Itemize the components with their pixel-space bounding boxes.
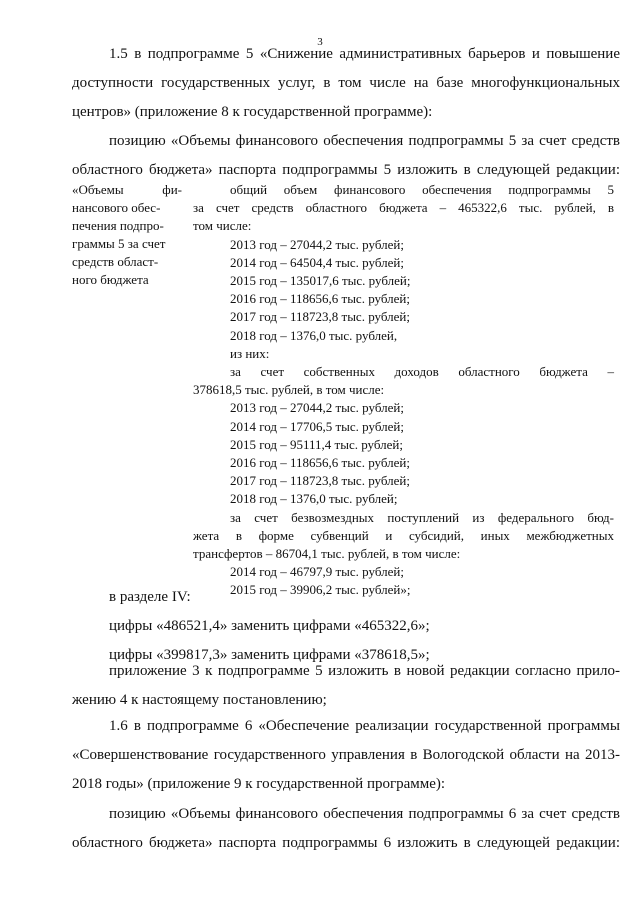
text-line: 378618,5 тыс. рублей, в том числе: <box>193 382 385 398</box>
paragraph-appendix-3 <box>72 657 620 715</box>
text-line: общий объем финансового обеспечения подпрограммы 5 <box>230 182 614 197</box>
text-line: за счет собственных доходов областного бюджета – <box>230 364 614 380</box>
text-line: центров» (приложение 8 к государственной программе): <box>72 104 433 120</box>
passport-table-label <box>72 181 182 289</box>
year-line: 2015 год – 135017,6 тыс. рублей; <box>230 273 411 289</box>
text-line: жению 4 к настоящему постановлению; <box>72 692 327 708</box>
year-line: 2016 год – 118656,6 тыс. рублей; <box>230 455 410 471</box>
year-line: 2015 год – 95111,4 тыс. рублей; <box>230 436 403 452</box>
text-line: «Объемы фи- <box>72 182 182 197</box>
text-line: доступности государственных услуг, в том числе на базе многофункциональных <box>72 75 620 91</box>
text-line: цифры «399817,3» заменить цифрами «378618,5»; <box>109 647 430 663</box>
text-line: нансового обес- <box>72 200 161 215</box>
year-line: 2017 год – 118723,8 тыс. рублей; <box>230 473 410 489</box>
text-line: из них: <box>230 345 270 361</box>
text-line: областного бюджета» паспорта подпрограммы 6 изложить в следующей редакции: <box>72 835 620 851</box>
paragraph-1-6 <box>72 712 620 799</box>
text-line: позицию «Объемы финансового обеспечения подпрограммы 6 за счет средств <box>109 806 620 822</box>
text-line: ного бюджета <box>72 272 149 287</box>
year-line: 2016 год – 118656,6 тыс. рублей; <box>230 291 410 307</box>
year-line: 2018 год – 1376,0 тыс. рублей; <box>230 491 398 507</box>
year-line: 2013 год – 27044,2 тыс. рублей; <box>230 236 404 252</box>
text-line: средств област- <box>72 254 159 269</box>
text-line: за счет средств областного бюджета – 465322,6 тыс. рублей, в <box>193 200 614 216</box>
text-line: жета в форме субвенций и субсидий, иных межбюджетных <box>193 527 614 543</box>
page-number: 3 <box>317 36 323 48</box>
year-line: 2018 год – 1376,0 тыс. рублей, <box>230 327 398 343</box>
text-line: за счет безвозмездных поступлений из федерального бюд- <box>230 509 614 525</box>
text-line: 1.5 в подпрограмме 5 «Снижение административных барьеров и повышение <box>109 46 620 62</box>
year-line: 2014 год – 17706,5 тыс. рублей; <box>230 418 404 434</box>
text-line: в разделе IV: <box>109 589 191 605</box>
year-line: 2015 год – 39906,2 тыс. рублей»; <box>230 582 411 598</box>
year-line: 2013 год – 27044,2 тыс. рублей; <box>230 400 404 416</box>
text-line: позицию «Объемы финансового обеспечения подпрограммы 5 за счет средств <box>109 133 620 149</box>
text-line: трансфертов – 86704,1 тыс. рублей, в том числе: <box>193 546 461 562</box>
paragraph-1-5 <box>72 40 620 127</box>
text-line: «Совершенствование государственного управления в Вологодской области на 2013- <box>72 747 620 763</box>
text-line: 2018 годы» (приложение 9 к государственной программе): <box>72 776 446 792</box>
year-line: 2014 год – 64504,4 тыс. рублей; <box>230 254 404 270</box>
year-line: 2014 год – 46797,9 тыс. рублей; <box>230 564 404 580</box>
passport-table-value <box>193 181 614 600</box>
text-line: печения подпро- <box>72 218 164 233</box>
paragraph-position-5 <box>72 127 620 185</box>
text-line: 1.6 в подпрограмме 6 «Обеспечение реализации государственной программы <box>109 718 620 734</box>
text-line: цифры «486521,4» заменить цифрами «465322,6»; <box>109 618 430 634</box>
text-line: приложение 3 к подпрограмме 5 изложить в новой редакции согласно прило- <box>109 663 620 679</box>
text-line: областного бюджета» паспорта подпрограммы 5 изложить в следующей редакции: <box>72 162 620 178</box>
text-line: том числе: <box>193 218 252 234</box>
paragraph-position-6 <box>72 800 620 858</box>
year-line: 2017 год – 118723,8 тыс. рублей; <box>230 309 410 325</box>
text-line: граммы 5 за счет <box>72 236 166 251</box>
